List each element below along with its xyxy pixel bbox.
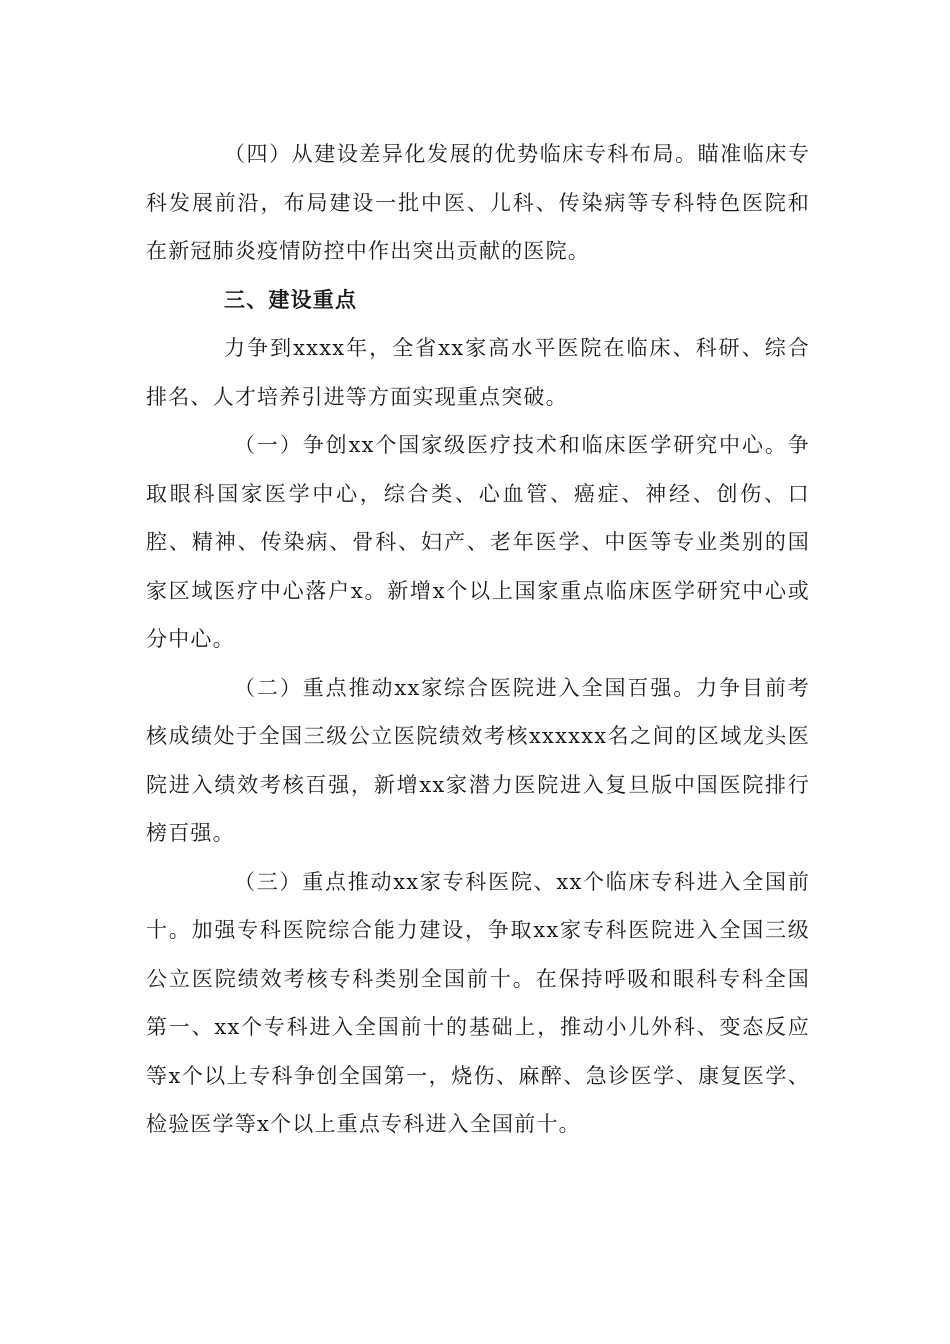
- paragraph-goal-summary: 力争到xxxx年，全省xx家高水平医院在临床、科研、综合排名、人才培养引进等方面实现重点突破。: [146, 336, 810, 409]
- paragraph-top-ten-specialties: （三）重点推动xx家专科医院、xx个临床专科进入全国前十。加强专科医院综合能力建设，争取xx家专科医院进入全国三级公立医院绩效考核专科类别全国前十。在保持呼吸和眼科专科全国第一、xx个专科进入全国前十的基础上，推动小儿外科、变态反应等x个以上专科争创全国第一，烧伤、麻醉、急诊医学、康复医学、检验医学等x个以上重点专科进入全国前十。: [146, 869, 810, 1136]
- document-body: [146, 130, 810, 1149]
- paragraph-specialty-layout: （四）从建设差异化发展的优势临床专科布局。瞄准临床专科发展前沿，布局建设一批中医、儿科、传染病等专科特色医院和在新冠肺炎疫情防控中作出突出贡献的医院。: [146, 142, 810, 263]
- paragraph-national-centers: （一）争创xx个国家级医疗技术和临床医学研究中心。争取眼科国家医学中心，综合类、心血管、癌症、神经、创伤、口腔、精神、传染病、骨科、妇产、老年医学、中医等专业类别的国家区域医疗中心落户x。新增x个以上国家重点临床医学研究中心或分中心。: [146, 433, 810, 651]
- paragraph-top-hundred: （二）重点推动xx家综合医院进入全国百强。力争目前考核成绩处于全国三级公立医院绩效考核xxxxxx名之间的区域龙头医院进入绩效考核百强，新增xx家潜力医院进入复旦版中国医院排行榜百强。: [146, 675, 810, 845]
- section-heading-construction-focus: 三、建设重点: [224, 286, 358, 312]
